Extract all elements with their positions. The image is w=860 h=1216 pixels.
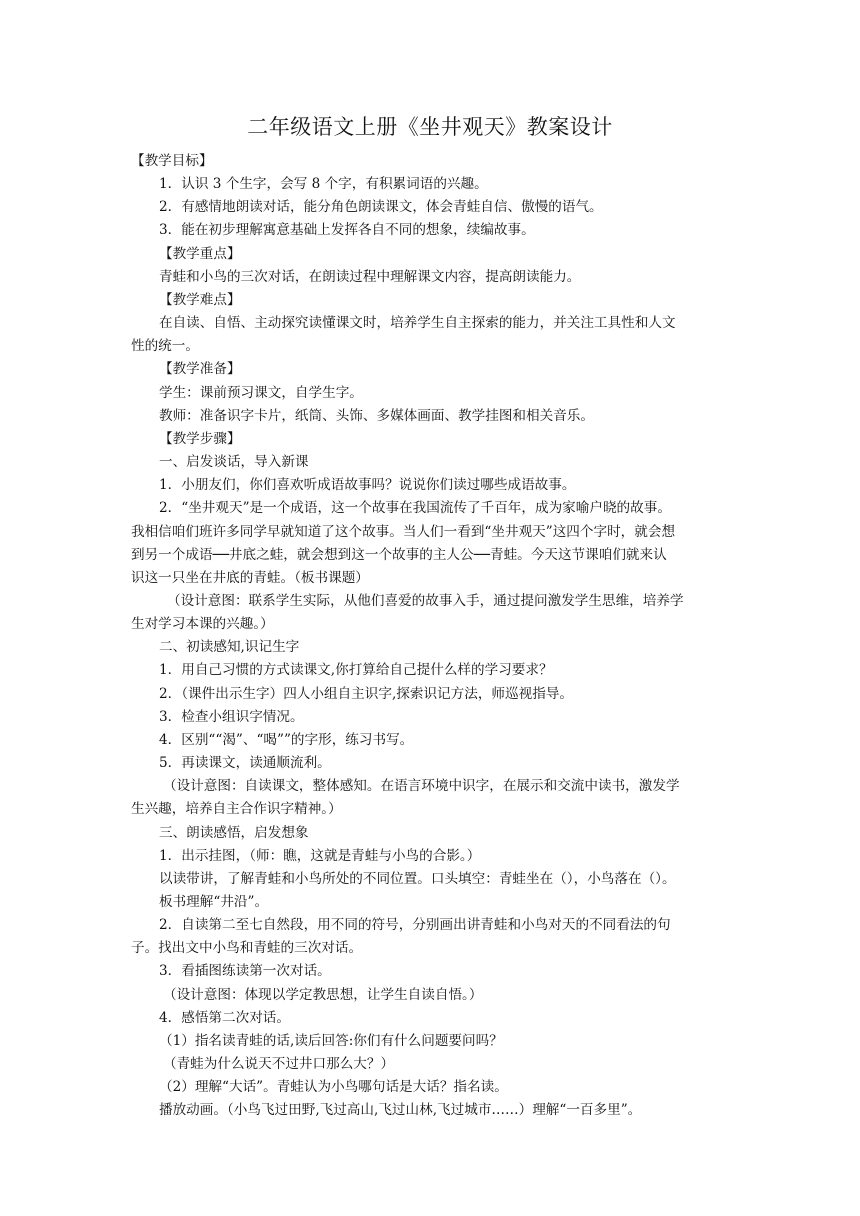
text-line: 我相信咱们班许多同学早就知道了这个故事。当人们一看到“坐井观天”这四个字时，就会想 xyxy=(131,523,676,540)
text-line: 子。找出文中小鸟和青蛙的三次对话。 xyxy=(131,940,363,957)
section-heading-objectives: 【教学目标】 xyxy=(131,153,213,169)
section-heading-difficulties: 【教学难点】 xyxy=(159,291,241,308)
design-intent-note: （设计意图：体现以学定教思想，让学生自读自悟。） xyxy=(163,986,483,1003)
design-intent-note: （设计意图：自读课文，整体感知。在语言环境中识字，在展示和交流中读书，激发学 xyxy=(163,778,680,795)
text-line: 1．用自己习惯的方式读课文,你打算给自己提什么样的学习要求？ xyxy=(159,662,553,679)
text-line: 1．认识 3 个生字，会写 8 个字，有积累词语的兴趣。 xyxy=(159,176,488,193)
text-line: 4．区别““渴”、“喝””的字形，练习书写。 xyxy=(159,731,414,748)
subheading-step-3: 三、朗读感悟，启发想象 xyxy=(159,824,309,841)
text-line: 3．检查小组识字情况。 xyxy=(159,708,304,725)
text-line: 青蛙和小鸟的三次对话，在朗读过程中理解课文内容，提高朗读能力。 xyxy=(159,268,581,285)
design-intent-note: （设计意图：联系学生实际，从他们喜爱的故事入手，通过提问激发学生思维，培养学 xyxy=(167,592,684,609)
text-line: 在自读、自悟、主动探究读懂课文时，培养学生自主探索的能力，并关注工具性和人文 xyxy=(159,315,676,332)
text-line: 识这一只坐在井底的青蛙。（板书课题） xyxy=(131,569,369,586)
text-line: 生对学习本课的兴趣。） xyxy=(131,616,274,633)
text-line: 2．有感情地朗读对话，能分角色朗读课文，体会青蛙自信、傲慢的语气。 xyxy=(159,199,603,216)
text-line: 到另一个成语──井底之蛙，就会想到这一个故事的主人公──青蛙。今天这节课咱们就来认 xyxy=(131,546,667,563)
subheading-step-2: 二、初读感知,识记生字 xyxy=(159,639,300,656)
text-line: 5．再读课文，读通顺流利。 xyxy=(159,755,331,772)
section-heading-steps: 【教学步骤】 xyxy=(159,430,241,447)
text-line: 播放动画。（小鸟飞过田野,飞过高山,飞过山林,飞过城市……）理解“一百多里”。 xyxy=(159,1102,642,1119)
section-heading-key-points: 【教学重点】 xyxy=(159,245,241,262)
text-line: 1．出示挂图，（师：瞧，这就是青蛙与小鸟的合影。） xyxy=(159,847,481,864)
text-line: 2．“坐井观天”是一个成语，这一个故事在我国流传了千百年，成为家喻户晓的故事。 xyxy=(159,500,671,517)
text-line: （青蛙为什么说天不过井口那么大？） xyxy=(163,1056,395,1073)
subheading-step-1: 一、启发谈话，导入新课 xyxy=(159,454,309,471)
text-line: （1）指名读青蛙的话,读后回答:你们有什么问题要问吗？ xyxy=(159,1032,503,1049)
text-line: 生兴趣，培养自主合作识字精神。） xyxy=(131,801,342,818)
text-line: 3．看插图练读第一次对话。 xyxy=(159,963,331,980)
text-line: 教师：准备识字卡片，纸筒、头饰、多媒体画面、教学挂图和相关音乐。 xyxy=(159,407,594,424)
section-heading-preparation: 【教学准备】 xyxy=(159,361,241,378)
text-line: 以读带讲，了解青蛙和小鸟所处的不同位置。口头填空：青蛙坐在（），小鸟落在（）。 xyxy=(159,870,676,887)
text-line: 3．能在初步理解寓意基础上发挥各自不同的想象，续编故事。 xyxy=(159,222,535,239)
text-line: 板书理解“井沿”。 xyxy=(159,894,269,910)
text-line: 2．自读第二至七自然段，用不同的符号，分别画出讲青蛙和小鸟对天的不同看法的句 xyxy=(159,917,671,934)
text-line: 2．（课件出示生字）四人小组自主识字,探索识记方法，师巡视指导。 xyxy=(159,685,573,702)
text-line: 4．感悟第二次对话。 xyxy=(159,1009,290,1026)
text-line: 1．小朋友们，你们喜欢听成语故事吗？说说你们读过哪些成语故事。 xyxy=(159,477,576,494)
text-line: 性的统一。 xyxy=(131,338,199,355)
document-body xyxy=(131,150,741,1123)
text-line: 学生：课前预习课文，自学生字。 xyxy=(159,384,363,401)
text-line: （2）理解“大话”。青蛙认为小鸟哪句话是大话？指名读。 xyxy=(159,1079,508,1096)
document-title: 二年级语文上册《坐井观天》教案设计 xyxy=(247,115,613,139)
